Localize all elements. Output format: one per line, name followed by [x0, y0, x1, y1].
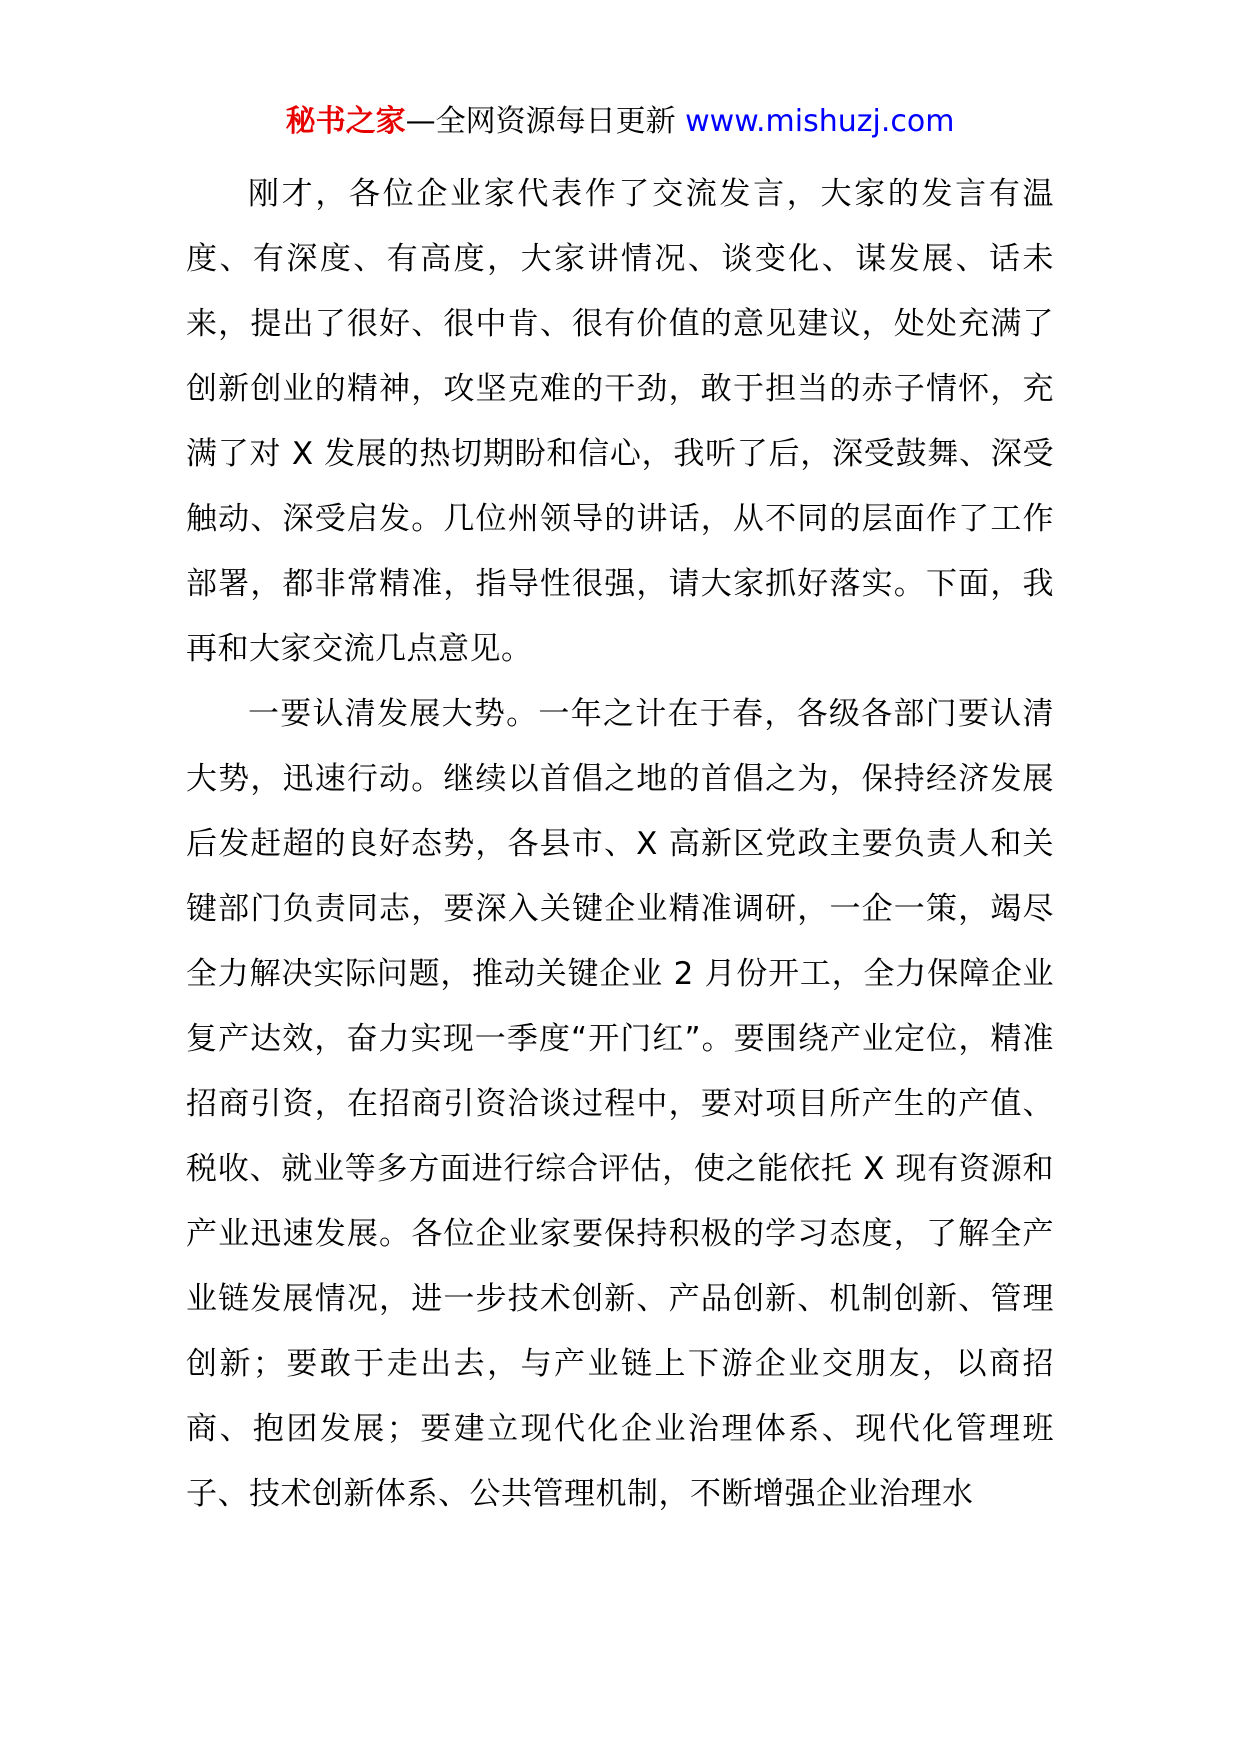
body-paragraph: 一要认清发展大势。一年之计在于春，各级各部门要认清大势，迅速行动。继续以首倡之地的首倡之为，保持经济发展后发赶超的良好态势，各县市、X 高新区党政主要负责人和关键部门负责同志，要深入关键企业精准调研，一企一策，竭尽全力解决实际问题，推动关键企业 2 月份开工，全力保障企业复产达效，奋力实现一季度“开门红”。要围绕产业定位，精准招商引资，在招商引资洽谈过程中，要对项目所产生的产值、税收、就业等多方面进行综合评估，使之能依托 X 现有资源和产业迅速发展。各位企业家要保持积极的学习态度，了解全产业链发展情况，进一步技术创新、产品创新、机制创新、管理创新；要敢于走出去，与产业链上下游企业交朋友，以商招商、抱团发展；要建立现代化企业治理体系、现代化管理班子、技术创新体系、公共管理机制，不断增强企业治理水: [186, 696, 1054, 1512]
site-link[interactable]: www.mishuzj.com: [685, 104, 955, 139]
header-tagline: —全网资源每日更新: [405, 104, 676, 139]
brand-name: 秘书之家: [285, 104, 406, 139]
document-body: [186, 162, 1054, 1527]
page-header: [0, 100, 1240, 144]
body-paragraph: 刚才，各位企业家代表作了交流发言，大家的发言有温度、有深度、有高度，大家讲情况、谈变化、谋发展、话未来，提出了很好、很中肯、很有价值的意见建议，处处充满了创新创业的精神，攻坚克难的干劲，敢于担当的赤子情怀，充满了对 X 发展的热切期盼和信心，我听了后，深受鼓舞、深受触动、深受启发。几位州领导的讲话，从不同的层面作了工作部署，都非常精准，指导性很强，请大家抓好落实。下面，我再和大家交流几点意见。: [186, 176, 1054, 667]
